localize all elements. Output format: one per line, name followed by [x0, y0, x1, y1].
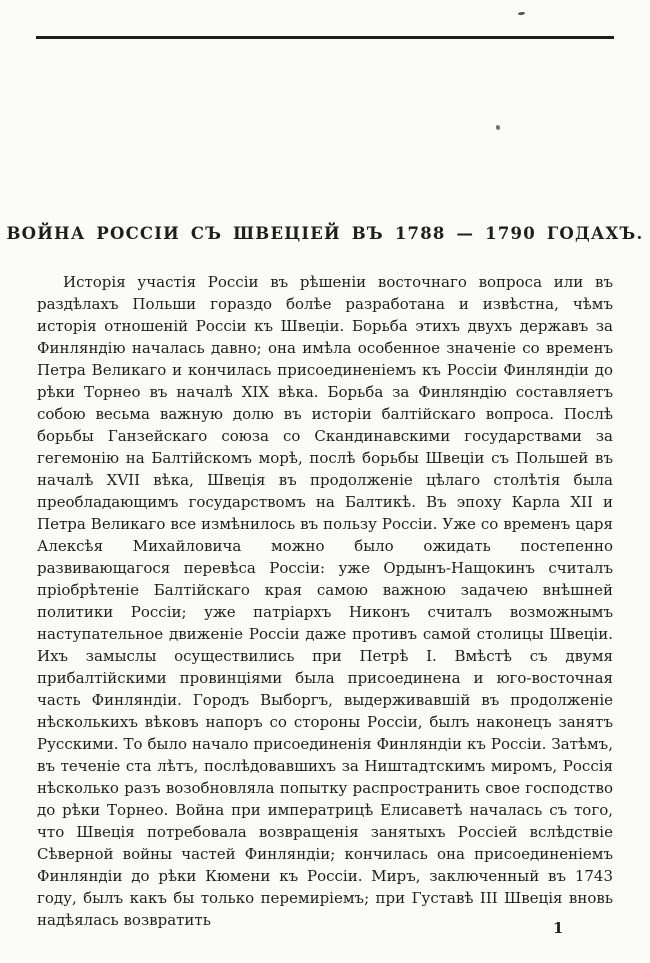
body-text: Исторія участія Россіи въ рѣшеніи восточнаго вопроса или въ раздѣлахъ Польши гораздо болѣе разработана и извѣстна, чѣмъ исторія отношеній Россіи къ Швеціи. Борьба этихъ двухъ державъ за Финляндію началась давно; она имѣла особенное значеніе со временъ Петра Великаго и кончилась присоединеніемъ къ Россіи Финляндіи до рѣки Торнео въ началѣ XIX вѣка. Борьба за Финляндію составляетъ собою весьма важную долю въ исторіи балтійскаго вопроса. Послѣ борьбы Ганзейскаго союза со Скандинавскими государствами за гегемонію на Балтійскомъ морѣ, послѣ борьбы Швеціи съ Польшей въ началѣ XVII вѣка, Швеція въ продолженіе цѣлаго столѣтія была преобладающимъ государствомъ на Балтикѣ. Въ эпоху Карла XII и Петра Великаго все измѣнилось въ пользу Россіи. Уже со временъ царя Алексѣя Михайловича можно было ожидать постепенно развивающагося перевѣса Россіи: уже Ордынъ-Нащокинъ считалъ пріобрѣтеніе Балтійскаго края самою важною задачею внѣшней политики Россіи; уже патріархъ Никонъ считалъ возможнымъ наступательное движеніе Россіи даже противъ самой столицы Швеціи. Ихъ замыслы осуществились при Петрѣ I. Вмѣстѣ съ двумя прибалтійскими провинціями была присоединена и юго-восточная часть Финляндіи. Городъ Выборгъ, выдерживавшій въ продолженіе нѣсколькихъ вѣковъ напоръ со стороны Россіи, былъ наконецъ занятъ Русскими. То было начало присоединенія Финляндіи къ Россіи. Затѣмъ, въ теченіе ста лѣтъ, послѣдовавшихъ за Ништадтскимъ миромъ, Россія нѣсколько разъ возобновляла попытку распространить свое господство до рѣки Торнео. Война при императрицѣ Елисаветѣ началась съ того, что Швеція потребовала возвращенія занятыхъ Россіей вслѣдствіе Сѣверной войны частей Финляндіи; кончилась она присоединеніемъ Финляндіи до рѣки Кюмени къ Россіи. Миръ, заключенный въ 1743 году, былъ какъ бы только перемиріемъ; при Густавѣ III Швеція вновь надѣялась возвратить — [37, 273, 613, 929]
scan-speck — [496, 125, 500, 130]
page-number: 1 — [553, 919, 564, 937]
scan-speck — [518, 12, 525, 16]
chapter-title: ВОЙНА РОССІИ СЪ ШВЕЦІЕЙ ВЪ 1788 — 1790 ГОДАХЪ. — [6, 224, 644, 243]
header-double-rule — [36, 36, 614, 39]
